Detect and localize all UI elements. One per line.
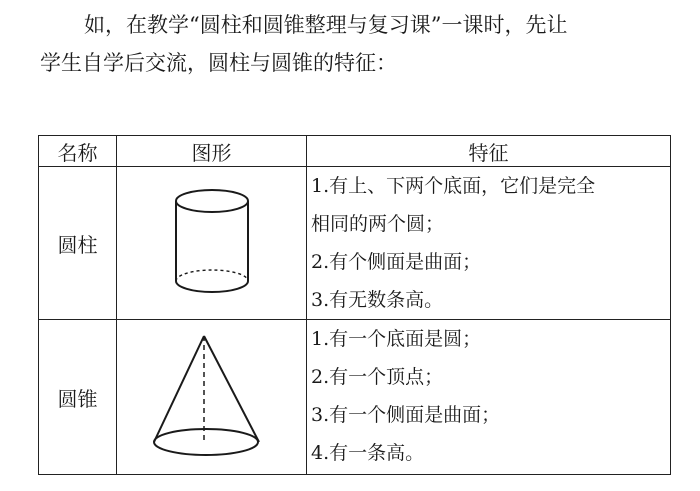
intro-line-2: 学生自学后交流，圆柱与圆锥的特征：: [40, 51, 397, 75]
header-name: 名称: [39, 136, 117, 167]
feature-line: 4.有一条高。: [311, 442, 425, 464]
intro-line-1: 如，在教学“圆柱和圆锥整理与复习课”一课时，先让: [84, 13, 568, 37]
cone-figure: [147, 330, 277, 465]
feature-line: 1.有一个底面是圆；: [311, 328, 482, 350]
intro-paragraph: [40, 6, 680, 82]
shape-cell-cylinder: [117, 167, 307, 320]
header-features: 特征: [307, 136, 671, 167]
cylinder-figure: [157, 183, 267, 303]
feature-line: 2.有一个顶点；: [311, 366, 444, 388]
feature-line: 相同的两个圆；: [311, 213, 445, 235]
feature-line: 3.有无数条高。: [311, 289, 444, 311]
header-shape: 图形: [117, 136, 307, 167]
name-cell-cone: 圆锥: [39, 320, 117, 475]
table-row-cone: [39, 320, 671, 475]
table-row-cylinder: [39, 167, 671, 320]
feature-line: 2.有个侧面是曲面；: [311, 251, 482, 273]
table-header-row: [39, 136, 671, 167]
feature-line: 1.有上、下两个底面，它们是完全: [311, 175, 596, 197]
features-table: [38, 135, 671, 475]
feature-line: 3.有一个侧面是曲面；: [311, 404, 501, 426]
features-cell-cone: [307, 320, 671, 475]
name-cell-cylinder: 圆柱: [39, 167, 117, 320]
shape-cell-cone: [117, 320, 307, 475]
features-cell-cylinder: [307, 167, 671, 320]
